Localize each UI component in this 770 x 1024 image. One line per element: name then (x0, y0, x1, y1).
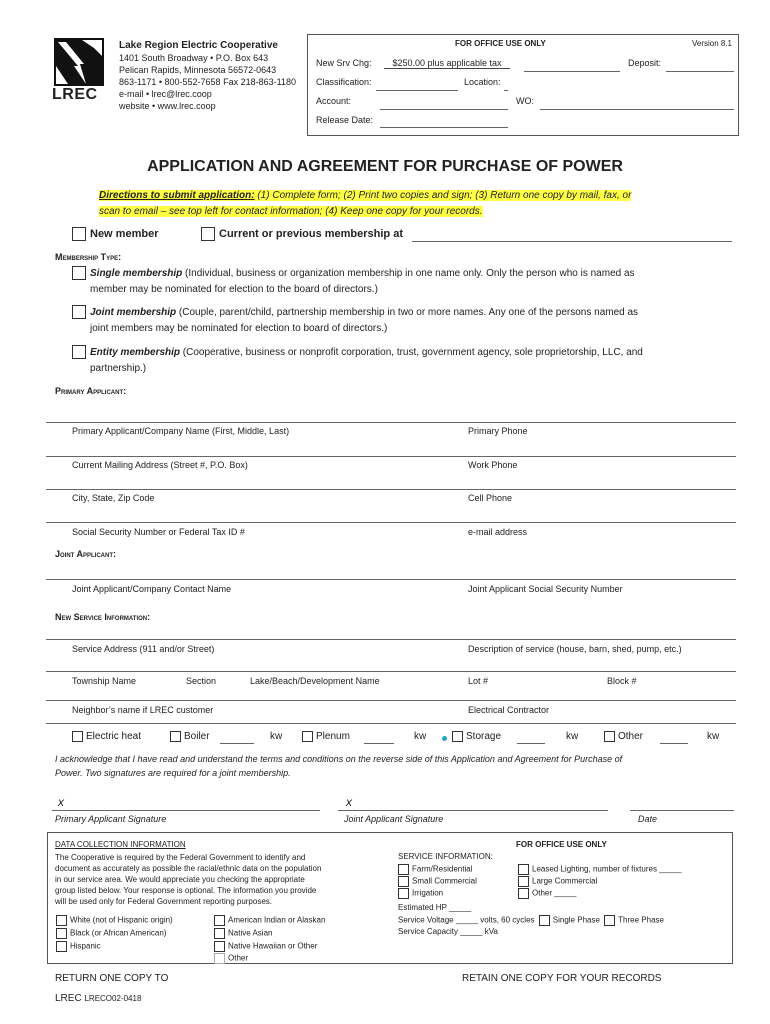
electric-heat-label: Electric heat (86, 731, 142, 743)
irrigation-checkbox[interactable] (398, 888, 409, 899)
directions (99, 188, 631, 220)
hispanic-label: Hispanic (70, 941, 101, 951)
other-race-checkbox[interactable] (214, 953, 225, 964)
plenum-kw-label: kw (414, 731, 427, 742)
large-commercial-checkbox[interactable] (518, 876, 529, 887)
boiler-kw-field[interactable] (220, 743, 254, 744)
joint-x-mark: x (346, 795, 352, 809)
mailing-field[interactable] (46, 456, 736, 457)
entity-membership-checkbox[interactable] (72, 345, 86, 359)
farm-label: Farm/Residential (412, 864, 473, 874)
small-commercial-checkbox[interactable] (398, 876, 409, 887)
org-phone: 863-1171 • 800-552-7658 Fax 218-863-1180 (119, 77, 296, 87)
org-email: e-mail • lrec@lrec.coop (119, 89, 212, 99)
wo-label: WO: (516, 96, 534, 106)
acknowledge-line1: I acknowledge that I have read and understand the terms and conditions on the reverse side of this Application and Agreement for Purchase of (55, 754, 623, 764)
current-member-label: Current or previous membership at (219, 227, 403, 240)
acknowledgement (55, 752, 622, 780)
lrec-logo (52, 36, 106, 104)
version-label: Version 8.1 (691, 39, 732, 48)
native-asian-option[interactable] (214, 928, 272, 939)
date-field[interactable] (630, 810, 734, 811)
directions-line2: scan to email – see top left for contact information; (4) Keep one copy for your records. (99, 206, 483, 217)
primary-heading: Primary Applicant: (55, 386, 127, 396)
single-desc2: member may be nominated for election to the board of directors.) (90, 284, 378, 295)
entity-desc2: partnership.) (90, 363, 147, 374)
black-checkbox[interactable] (56, 928, 67, 939)
joint-signature-field[interactable] (338, 810, 608, 811)
three-phase-label: Three Phase (618, 915, 664, 925)
primary-x-mark: x (58, 795, 64, 809)
current-member-checkbox[interactable] (201, 227, 215, 241)
wo-field[interactable] (540, 109, 734, 110)
deposit-field[interactable] (666, 71, 734, 72)
large-commercial-label: Large Commercial (532, 876, 598, 886)
directions-line1: (1) Complete form; (2) Print two copies and sign; (3) Return one copy by mail, fax, or (254, 190, 632, 201)
other-heat-checkbox[interactable] (604, 731, 615, 742)
other-service-option[interactable] (518, 888, 576, 899)
farm-checkbox[interactable] (398, 864, 409, 875)
primary-signature-field[interactable] (52, 810, 320, 811)
hispanic-option[interactable] (56, 941, 101, 952)
plenum-label: Plenum (316, 731, 350, 743)
primary-signature-label: Primary Applicant Signature (55, 814, 167, 824)
electric-heat-checkbox[interactable] (72, 731, 83, 742)
storage-label: Storage (466, 731, 502, 743)
org-address1: 1401 South Broadway • P.O. Box 643 (119, 53, 269, 63)
leased-label: Leased Lighting, number of fixtures _____ (532, 864, 682, 874)
native-hawaiian-option[interactable] (214, 941, 317, 952)
account-field[interactable] (380, 109, 508, 110)
single-desc1: (Individual, business or organization membership in one name only. Only the person who is named as (182, 268, 635, 279)
three-phase-checkbox[interactable] (604, 915, 615, 926)
new-srv-line (524, 71, 620, 72)
other-service-label: Other _____ (532, 888, 577, 898)
release-label: Release Date: (316, 115, 374, 125)
new-member-label: New member (90, 227, 159, 240)
entity-membership[interactable] (72, 345, 732, 377)
storage-kw-field[interactable] (517, 743, 545, 744)
cell-label: Cell Phone (468, 493, 513, 503)
native-asian-checkbox[interactable] (214, 928, 225, 939)
american-indian-label: American Indian or Alaskan (228, 915, 326, 925)
membership-type-heading: Membership Type: (55, 252, 122, 262)
township-field[interactable] (46, 671, 736, 672)
hispanic-checkbox[interactable] (56, 941, 67, 952)
large-commercial-option[interactable] (518, 876, 597, 887)
new-member-option[interactable] (72, 227, 158, 241)
city-label: City, State, Zip Code (72, 493, 155, 503)
native-hawaiian-checkbox[interactable] (214, 941, 225, 952)
footer-lrec (55, 993, 141, 1004)
boiler-label: Boiler (184, 731, 210, 743)
native-hawaiian-label: Native Hawaiian or Other (228, 941, 318, 951)
joint-desc2: joint members may be nominated for election to board of directors.) (90, 323, 388, 334)
joint-name-label: Joint Applicant/Company Contact Name (72, 584, 232, 594)
american-indian-option[interactable] (214, 915, 325, 926)
single-phase-label: Single Phase (552, 915, 600, 925)
return-copy-label: RETURN ONE COPY TO (55, 973, 169, 984)
service-heading: New Service Information: (55, 612, 151, 622)
other-heat-label: Other (618, 731, 644, 743)
joint-desc1: (Couple, parent/child, partnership membership in two or more names. Any one of the persons named as (176, 307, 639, 318)
service-capacity: Service Capacity _____ kVa (398, 927, 498, 936)
location-label: Location: (464, 77, 501, 87)
joint-membership[interactable] (72, 305, 732, 337)
single-phase-checkbox[interactable] (539, 915, 550, 926)
farm-option[interactable] (398, 864, 472, 875)
data-collection-title: DATA COLLECTION INFORMATION (55, 840, 186, 849)
other-kw-label: kw (707, 731, 720, 742)
ssn-field[interactable] (46, 522, 736, 523)
ssn-label: Social Security Number or Federal Tax ID # (72, 527, 245, 537)
white-checkbox[interactable] (56, 915, 67, 926)
para-line: in our service area. We would appreciate you checking the appropriate (55, 875, 305, 884)
electric-heat-option[interactable] (72, 731, 141, 742)
small-commercial-option[interactable] (398, 876, 477, 887)
other-race-label: Other (228, 953, 249, 963)
new-member-checkbox[interactable] (72, 227, 86, 241)
voltage-label: Service Voltage _____ volts, 60 cycles (398, 915, 535, 925)
storage-checkbox[interactable] (452, 731, 463, 742)
neighbor-field[interactable] (46, 700, 736, 701)
office-use-title: FOR OFFICE USE ONLY (455, 39, 546, 48)
plenum-kw-field[interactable] (364, 743, 394, 744)
org-address2: Pelican Rapids, Minnesota 56572-0643 (119, 65, 277, 75)
joint-heading: Joint Applicant: (55, 549, 117, 559)
joint-signature-label: Joint Applicant Signature (344, 814, 444, 824)
service-info-heading: SERVICE INFORMATION: (398, 852, 493, 861)
boiler-kw-label: kw (270, 731, 283, 742)
para-line: group listed below. Your response is optional. The information you provide (55, 886, 317, 895)
logo-text: LREC (52, 86, 98, 103)
primary-name-field[interactable] (46, 422, 736, 423)
office-use-box (307, 34, 739, 136)
black-label: Black (or African American) (70, 928, 167, 938)
service-description-label: Description of service (house, barn, shed, pump, etc.) (468, 644, 682, 654)
account-label: Account: (316, 96, 352, 106)
para-line: The Cooperative is required by the Federal Government to identify and (55, 853, 306, 862)
lake-label: Lake/Beach/Development Name (250, 676, 380, 686)
entity-title: Entity membership (90, 347, 181, 358)
white-option[interactable] (56, 915, 173, 926)
plenum-checkbox[interactable] (302, 731, 313, 742)
storage-option[interactable] (452, 731, 501, 742)
retain-copy-label: RETAIN ONE COPY FOR YOUR RECORDS (462, 973, 662, 984)
native-asian-label: Native Asian (228, 928, 273, 938)
mailing-label: Current Mailing Address (Street #, P.O. Box) (72, 460, 248, 470)
contractor-label: Electrical Contractor (468, 705, 550, 715)
block-label: Block # (607, 676, 637, 686)
single-title: Single membership (90, 268, 183, 279)
joint-membership-checkbox[interactable] (72, 305, 86, 319)
white-label: White (not of Hispanic origin) (70, 915, 173, 925)
page-title: APPLICATION AND AGREEMENT FOR PURCHASE OF POWER (147, 158, 623, 175)
irrigation-label: Irrigation (412, 888, 444, 898)
section-label: Section (186, 676, 217, 686)
form-code: LRECO02-0418 (84, 994, 142, 1003)
bottom-info-box (47, 832, 733, 964)
para-line: will be used only for Federal Government reporting purposes. (55, 897, 272, 906)
single-membership[interactable] (72, 266, 732, 298)
date-label: Date (638, 814, 658, 824)
plenum-option[interactable] (302, 731, 350, 742)
voltage-row (398, 915, 664, 926)
para-line: document as accurately as possible the racial/ethnic data on the population (55, 864, 322, 873)
irrigation-option[interactable] (398, 888, 443, 899)
bullet-dot-icon (442, 736, 447, 741)
current-member-field[interactable] (412, 241, 732, 242)
classification-label: Classification: (316, 77, 372, 87)
joint-title: Joint membership (90, 307, 177, 318)
other-heat-option[interactable] (604, 731, 643, 742)
acknowledge-line2: Power. Two signatures are required for a joint membership. (55, 768, 291, 778)
small-commercial-label: Small Commercial (412, 876, 477, 886)
release-field[interactable] (380, 127, 508, 128)
office-bottom-title: FOR OFFICE USE ONLY (516, 840, 607, 849)
entity-desc1: (Cooperative, business or nonprofit corporation, trust, government agency, sole proprietorship, LLC, and (180, 347, 643, 358)
single-membership-checkbox[interactable] (72, 266, 86, 280)
service-address-field[interactable] (46, 639, 736, 640)
other-kw-field[interactable] (660, 743, 688, 744)
leased-checkbox[interactable] (518, 864, 529, 875)
deposit-label: Deposit: (628, 58, 662, 68)
org-name: Lake Region Electric Cooperative (119, 40, 278, 51)
new-srv-label: New Srv Chg: (316, 58, 372, 68)
directions-lead: Directions to submit application: (99, 190, 255, 201)
primary-phone-label: Primary Phone (468, 426, 528, 436)
township-label: Township Name (72, 676, 137, 686)
neighbor-label: Neighbor’s name if LREC customer (72, 705, 214, 715)
city-field[interactable] (46, 489, 736, 490)
boiler-checkbox[interactable] (170, 731, 181, 742)
boiler-option[interactable] (170, 731, 210, 742)
contractor-field[interactable] (46, 723, 736, 724)
service-address-label: Service Address (911 and/or Street) (72, 644, 215, 654)
other-race-option[interactable] (214, 953, 248, 964)
american-indian-checkbox[interactable] (214, 915, 225, 926)
current-member-option[interactable] (201, 227, 403, 241)
black-option[interactable] (56, 928, 166, 939)
leased-option[interactable] (518, 864, 681, 875)
estimated-hp: Estimated HP _____ (398, 903, 472, 912)
primary-name-label: Primary Applicant/Company Name (First, Middle, Last) (72, 426, 290, 436)
storage-kw-label: kw (566, 731, 579, 742)
org-website: website • www.lrec.coop (119, 101, 216, 111)
org-block (119, 40, 296, 112)
joint-ssn-label: Joint Applicant Social Security Number (468, 584, 623, 594)
lot-label: Lot # (468, 676, 489, 686)
new-srv-value[interactable]: $250.00 plus applicable tax (384, 58, 510, 69)
data-collection-para (55, 852, 321, 907)
footer-lrec-text: LREC (55, 993, 82, 1004)
work-phone-label: Work Phone (468, 460, 518, 470)
other-service-checkbox[interactable] (518, 888, 529, 899)
classification-field[interactable] (376, 90, 458, 91)
email-label: e-mail address (468, 527, 528, 537)
location-field[interactable] (504, 90, 508, 91)
joint-name-field[interactable] (46, 579, 736, 580)
